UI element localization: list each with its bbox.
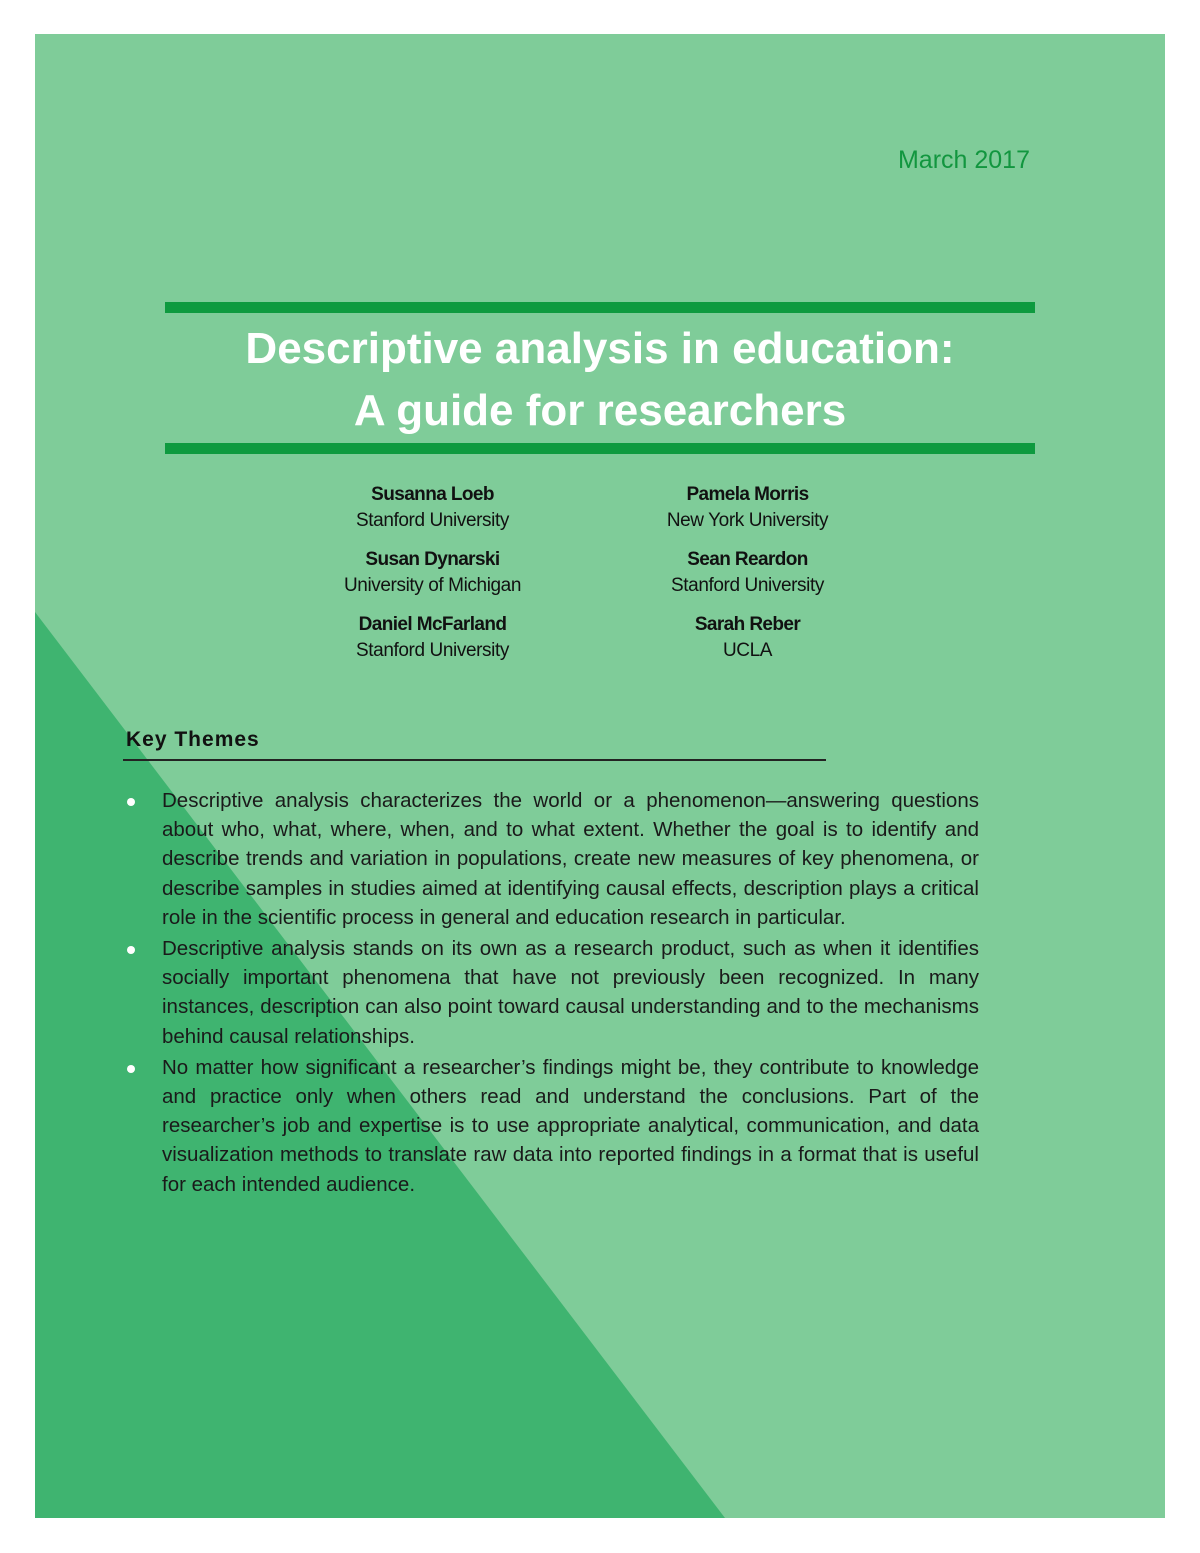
- author-affiliation: UCLA: [722, 640, 773, 661]
- bullet-icon: [127, 1065, 135, 1073]
- theme-text: Descriptive analysis stands on its own as a research product, such as when it identifies socially important phenomena that have not previously been recognized. In many instances, description can also point toward causal understanding and to the mechanisms behind causal relationships.: [162, 937, 979, 1048]
- cover-page: [35, 34, 1165, 1518]
- author-name: Susan Dynarski: [365, 549, 500, 570]
- author-affiliation: University of Michigan: [343, 575, 522, 596]
- list-item: [127, 934, 979, 1051]
- author-name: Susanna Loeb: [371, 484, 494, 505]
- title-line-1: Descriptive analysis in education:: [245, 324, 955, 373]
- bullet-icon: [127, 798, 135, 806]
- theme-text: No matter how significant a researcher’s findings might be, they contribute to knowledge and practice only when others read and understand the conclusions. Part of the researcher’s job and expertise is to use appropriate analytical, communication, and data visualization methods to translate raw data into reported findings in a format that is useful for each intended audience.: [162, 1055, 979, 1196]
- author-affiliation: Stanford University: [671, 575, 824, 596]
- key-themes-rule: [123, 759, 826, 761]
- author-name: Sarah Reber: [694, 614, 801, 635]
- dark-green-triangle: [35, 34, 1165, 1518]
- author-affiliation: Stanford University: [356, 640, 509, 661]
- key-themes-heading: Key Themes: [126, 728, 260, 751]
- list-item: [127, 786, 979, 932]
- author-block: [590, 547, 905, 612]
- author-name: Daniel McFarland: [358, 614, 507, 635]
- list-item: [127, 1053, 979, 1199]
- author-affiliation: Stanford University: [356, 510, 509, 531]
- title-rule-top: [165, 302, 1035, 313]
- theme-text: Descriptive analysis characterizes the world or a phenomenon—answering questions about who, what, where, when, and to what extent. Whether the goal is to identify and describe trends and variation in populations, create new measures of key phenomena, or describe samples in studies aimed at identifying causal effects, description plays a critical role in the scientific process in general and education research in particular.: [162, 789, 979, 929]
- author-name: Pamela Morris: [686, 484, 809, 505]
- author-block: [275, 547, 590, 612]
- document-title: [165, 318, 1035, 442]
- title-rule-bottom: [165, 443, 1035, 454]
- author-affiliation: New York University: [666, 510, 829, 531]
- author-list: [275, 482, 835, 677]
- author-block: [590, 482, 905, 547]
- title-line-2: A guide for researchers: [353, 386, 847, 435]
- author-block: [275, 612, 590, 677]
- author-block: [275, 482, 590, 547]
- key-themes-list: [127, 786, 979, 1201]
- bullet-icon: [127, 946, 135, 954]
- author-name: Sean Reardon: [687, 549, 808, 570]
- author-block: [590, 612, 905, 677]
- publication-date: March 2017: [897, 146, 1030, 174]
